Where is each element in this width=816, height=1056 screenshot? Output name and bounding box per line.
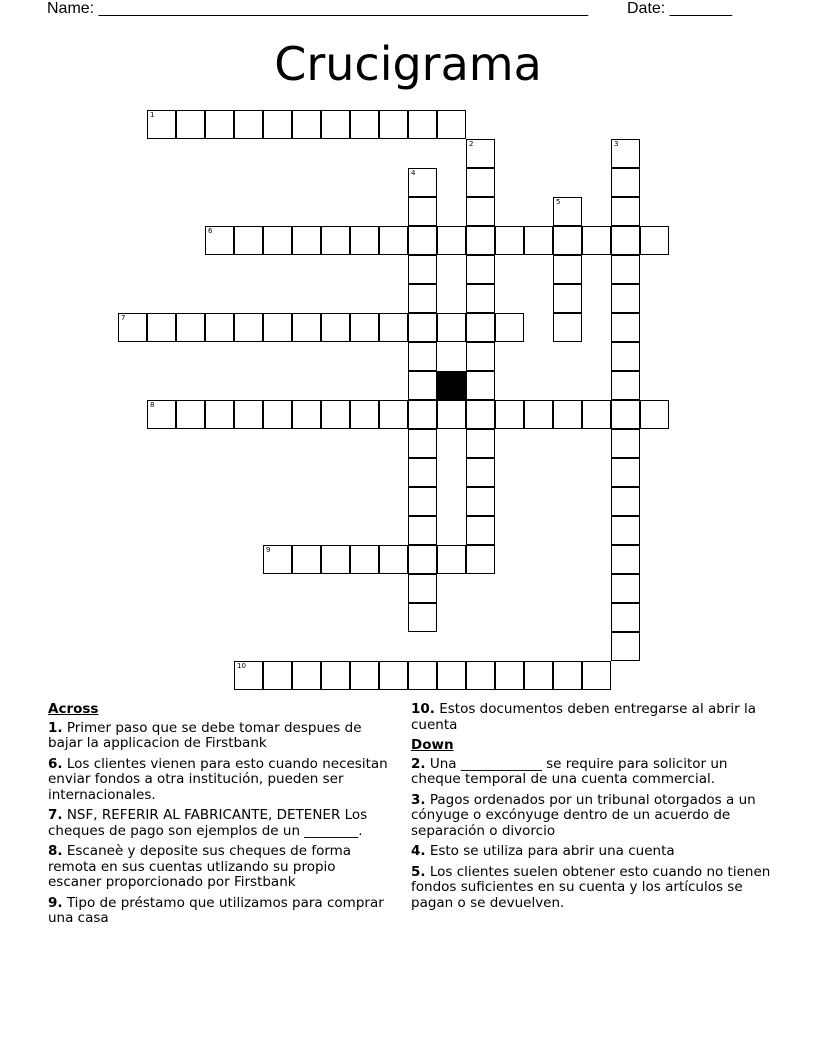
clue-number: 7.	[48, 807, 63, 823]
grid-cell[interactable]	[495, 661, 524, 690]
grid-cell[interactable]	[582, 226, 611, 255]
across-clue-1	[48, 721, 388, 752]
clue-number: 10.	[411, 701, 435, 717]
grid-cell[interactable]	[408, 342, 437, 371]
grid-cell[interactable]	[611, 168, 640, 197]
grid-cell[interactable]	[524, 226, 553, 255]
grid-cell[interactable]	[234, 110, 263, 139]
grid-cell[interactable]	[205, 400, 234, 429]
grid-cell[interactable]	[466, 458, 495, 487]
clue-number: 1.	[48, 719, 63, 736]
grid-cell[interactable]	[292, 110, 321, 139]
grid-cell[interactable]	[379, 313, 408, 342]
grid-cell[interactable]	[553, 284, 582, 313]
grid-cell[interactable]	[263, 313, 292, 342]
grid-cell[interactable]	[466, 313, 495, 342]
grid-cell[interactable]	[466, 516, 495, 545]
down-clue-3	[411, 793, 773, 840]
grid-cell[interactable]	[205, 313, 234, 342]
grid-cell[interactable]	[611, 429, 640, 458]
grid-cell[interactable]	[408, 429, 437, 458]
grid-cell[interactable]	[321, 226, 350, 255]
grid-cell[interactable]	[611, 342, 640, 371]
grid-cell[interactable]	[437, 661, 466, 690]
grid-cell[interactable]	[147, 313, 176, 342]
grid-cell[interactable]	[292, 313, 321, 342]
grid-cell[interactable]	[466, 168, 495, 197]
clue-text: Los clientes suelen obtener esto cuando no tienen fondos suficientes en su cuenta y los artículos se pagan o se devuelven.	[411, 863, 771, 911]
grid-cell[interactable]	[466, 342, 495, 371]
across-clue-6	[48, 757, 388, 804]
grid-cell[interactable]	[437, 226, 466, 255]
clues-left-column	[48, 702, 388, 932]
grid-cell[interactable]	[466, 255, 495, 284]
page-title: Crucigrama	[274, 37, 542, 91]
grid-cell[interactable]	[263, 661, 292, 690]
clues-right-column	[411, 702, 773, 916]
grid-cell[interactable]	[408, 545, 437, 574]
grid-cell[interactable]	[466, 371, 495, 400]
grid-cell[interactable]	[408, 226, 437, 255]
grid-cell[interactable]	[611, 458, 640, 487]
grid-cell[interactable]	[176, 110, 205, 139]
grid-cell[interactable]	[379, 545, 408, 574]
grid-cell[interactable]	[408, 284, 437, 313]
grid-cell[interactable]	[611, 371, 640, 400]
grid-cell[interactable]	[495, 400, 524, 429]
grid-cell[interactable]	[205, 110, 234, 139]
clue-number-label: 4	[411, 169, 416, 177]
grid-cell[interactable]	[321, 661, 350, 690]
grid-cell[interactable]	[350, 661, 379, 690]
grid-cell[interactable]	[321, 110, 350, 139]
grid-cell[interactable]	[582, 400, 611, 429]
grid-cell[interactable]	[408, 168, 437, 197]
grid-cell[interactable]	[466, 487, 495, 516]
clue-number: 3.	[411, 791, 426, 808]
grid-cell[interactable]	[263, 110, 292, 139]
grid-cell[interactable]	[147, 400, 176, 429]
grid-cell[interactable]	[611, 516, 640, 545]
grid-cell[interactable]	[553, 226, 582, 255]
grid-cell[interactable]	[611, 313, 640, 342]
grid-cell[interactable]	[466, 139, 495, 168]
grid-cell[interactable]	[350, 400, 379, 429]
grid-cell[interactable]	[611, 603, 640, 632]
grid-cell[interactable]	[437, 400, 466, 429]
grid-cell[interactable]	[495, 226, 524, 255]
clue-text: Una ____________ se require para solicitor un cheque temporal de una cuenta commercial.	[411, 755, 728, 787]
grid-cell[interactable]	[147, 110, 176, 139]
grid-cell[interactable]	[234, 400, 263, 429]
grid-cell[interactable]	[408, 574, 437, 603]
clue-number-label: 8	[150, 401, 155, 409]
across-clue-7	[48, 808, 388, 839]
grid-cell[interactable]	[292, 400, 321, 429]
across-clue-8	[48, 844, 388, 891]
grid-cell[interactable]	[379, 110, 408, 139]
grid-cell[interactable]	[234, 226, 263, 255]
clue-text: Escaneè y deposite sus cheques de forma remota en sus cuentas utlizando su propio escaner proporcionado por Firstbank	[48, 843, 352, 890]
grid-cell[interactable]	[611, 284, 640, 313]
clue-text: Tipo de préstamo que utilizamos para comprar una casa	[48, 894, 384, 926]
grid-cell[interactable]	[321, 313, 350, 342]
grid-cell[interactable]	[466, 429, 495, 458]
clue-number: 5.	[411, 863, 426, 880]
clue-text: Los clientes vienen para esto cuando necesitan enviar fondos a otra institución, pueden ser internacionales.	[48, 755, 388, 803]
grid-cell[interactable]	[118, 313, 147, 342]
grid-cell[interactable]	[408, 313, 437, 342]
clue-number-label: 5	[556, 198, 561, 206]
grid-cell[interactable]	[466, 661, 495, 690]
clue-number-label: 3	[614, 140, 619, 148]
grid-cell[interactable]	[466, 197, 495, 226]
grid-cell[interactable]	[437, 313, 466, 342]
grid-cell[interactable]	[379, 400, 408, 429]
across-clue-9	[48, 896, 388, 927]
down-clue-4	[411, 844, 773, 860]
grid-cell[interactable]	[321, 400, 350, 429]
grid-cell[interactable]	[524, 661, 553, 690]
grid-cell[interactable]	[408, 487, 437, 516]
grid-cell[interactable]	[466, 400, 495, 429]
grid-cell[interactable]	[611, 487, 640, 516]
grid-cell[interactable]	[553, 313, 582, 342]
grid-cell[interactable]	[611, 400, 640, 429]
down-clue-2	[411, 757, 773, 788]
down-heading: Down	[411, 737, 454, 753]
grid-cell[interactable]	[263, 545, 292, 574]
grid-cell[interactable]	[466, 545, 495, 574]
clue-number: 2.	[411, 755, 426, 772]
grid-cell[interactable]	[234, 313, 263, 342]
date-field: Date: _______	[627, 0, 732, 17]
grid-cell[interactable]	[611, 632, 640, 661]
grid-cell[interactable]	[437, 545, 466, 574]
grid-cell[interactable]	[611, 226, 640, 255]
clue-number-label: 1	[150, 111, 155, 119]
grid-cell[interactable]	[379, 661, 408, 690]
grid-cell[interactable]	[553, 400, 582, 429]
grid-cell[interactable]	[611, 574, 640, 603]
grid-cell[interactable]	[553, 255, 582, 284]
clue-number-label: 10	[237, 662, 246, 670]
grid-cell[interactable]	[582, 661, 611, 690]
grid-cell[interactable]	[263, 400, 292, 429]
grid-cell[interactable]	[408, 400, 437, 429]
grid-cell[interactable]	[234, 661, 263, 690]
grid-cell[interactable]	[292, 661, 321, 690]
grid-cell[interactable]	[176, 400, 205, 429]
grid-cell[interactable]	[611, 139, 640, 168]
grid-cell[interactable]	[263, 226, 292, 255]
clue-number-label: 6	[208, 227, 213, 235]
grid-cell[interactable]	[350, 226, 379, 255]
grid-cell[interactable]	[611, 545, 640, 574]
grid-cell[interactable]	[437, 110, 466, 139]
grid-cell[interactable]	[495, 313, 524, 342]
grid-cell[interactable]	[408, 255, 437, 284]
down-clue-5	[411, 865, 773, 912]
grid-cell[interactable]	[176, 313, 205, 342]
grid-cell[interactable]	[466, 284, 495, 313]
grid-cell[interactable]	[408, 197, 437, 226]
grid-cell[interactable]	[408, 661, 437, 690]
clue-number-label: 2	[469, 140, 474, 148]
grid-cell[interactable]	[205, 226, 234, 255]
grid-cell[interactable]	[553, 197, 582, 226]
clue-text: Esto se utiliza para abrir una cuenta	[425, 843, 675, 859]
name-field: Name: _______________________________________________________	[47, 0, 588, 17]
grid-cell[interactable]	[350, 545, 379, 574]
across-heading: Across	[48, 701, 99, 717]
clue-text: NSF, REFERIR AL FABRICANTE, DETENER Los cheques de pago son ejemplos de un ________.	[48, 807, 368, 839]
grid-cell[interactable]	[611, 255, 640, 284]
clue-number-label: 7	[121, 314, 126, 322]
grid-cell[interactable]	[379, 226, 408, 255]
grid-cell[interactable]	[524, 400, 553, 429]
grid-cell[interactable]	[408, 458, 437, 487]
clue-number: 6.	[48, 755, 63, 772]
grid-cell[interactable]	[640, 226, 669, 255]
across-clue-10	[411, 702, 773, 733]
clue-number-label: 9	[266, 546, 271, 554]
black-cell	[437, 371, 466, 400]
grid-cell[interactable]	[408, 110, 437, 139]
clue-number: 9.	[48, 894, 63, 911]
grid-cell[interactable]	[553, 661, 582, 690]
grid-cell[interactable]	[350, 313, 379, 342]
grid-cell[interactable]	[408, 516, 437, 545]
grid-cell[interactable]	[350, 110, 379, 139]
grid-cell[interactable]	[292, 226, 321, 255]
grid-cell[interactable]	[292, 545, 321, 574]
grid-cell[interactable]	[408, 603, 437, 632]
clue-text: Primer paso que se debe tomar despues de bajar la applicacion de Firstbank	[48, 719, 362, 751]
clue-number: 4.	[411, 843, 426, 859]
clue-number: 8.	[48, 843, 63, 859]
grid-cell[interactable]	[466, 226, 495, 255]
clue-text: Pagos ordenados por un tribunal otorgados a un cónyuge o excónyuge dentro de un acuerdo de separación o divorcio	[411, 791, 756, 839]
grid-cell[interactable]	[611, 197, 640, 226]
grid-cell[interactable]	[408, 371, 437, 400]
grid-cell[interactable]	[640, 400, 669, 429]
clue-text: Estos documentos deben entregarse al abrir la cuenta	[411, 701, 757, 733]
grid-cell[interactable]	[321, 545, 350, 574]
